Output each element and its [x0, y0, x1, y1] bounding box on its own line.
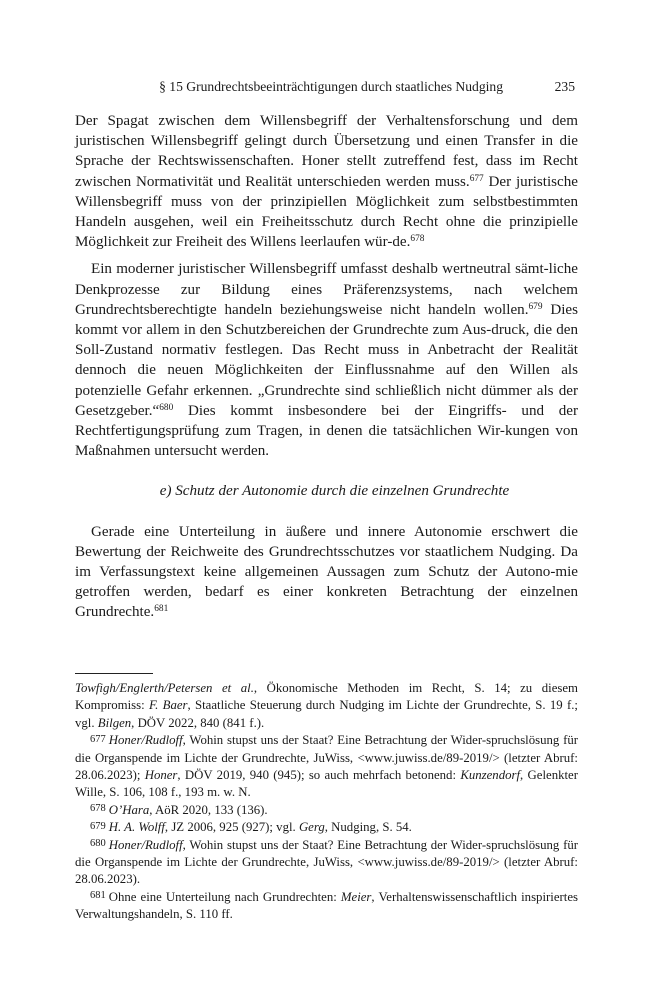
- paragraph-1: [75, 111, 578, 252]
- footnote-680: [75, 837, 578, 889]
- fn-author: F. Baer: [148, 698, 188, 713]
- fn-author: O’Hara: [108, 802, 150, 817]
- footnote-ref-679[interactable]: 679: [528, 301, 543, 312]
- fn-text: , Wohin stupst uns der Staat? Eine Betrachtung der Wider-spruchslösung für die Organspende im Lichte der Grundrechte, JuWiss, <www.juwiss.de/89-2019/> (letzter Abruf: 28.06.2023).: [75, 837, 578, 887]
- fn-author: Bilgen: [97, 715, 132, 730]
- book-page: [75, 0, 578, 985]
- footnote-number: 677: [90, 733, 106, 745]
- main-text: [75, 111, 578, 623]
- fn-text: , Ökonomische Methoden im Recht, S. 14; zu diesem Kompromiss:: [75, 681, 578, 713]
- footnote-ref-680[interactable]: 680: [159, 402, 174, 413]
- footnote-number: 680: [90, 838, 106, 850]
- footnote-ref-677[interactable]: 677: [469, 173, 484, 184]
- fn-text: , Nudging, S. 54.: [324, 820, 412, 835]
- fn-author: Towfigh/Englerth/Petersen et al.: [75, 681, 254, 695]
- footnote-separator: [75, 673, 153, 674]
- footnote-679: [75, 819, 578, 836]
- footnote-681: [75, 889, 578, 924]
- fn-author: Kunzendorf: [460, 768, 521, 783]
- paragraph-2-text-c: Dies kommt insbesondere bei der Eingriffs- und der Rechtfertigungsprüfung zum Tragen, in denen die tatsächlichen Wir-kungen von Maßnahmen untersucht werden.: [75, 402, 578, 460]
- fn-text: , Gelenkter Wille, S. 106, 108 f., 193 m. w. N.: [75, 768, 578, 800]
- fn-text: , JZ 2006, 925 (927); vgl.: [164, 820, 299, 835]
- fn-author: H. A. Wolff: [108, 820, 165, 835]
- footnote-ref-678[interactable]: 678: [410, 234, 425, 245]
- fn-author: Honer/Rudloff: [108, 837, 183, 852]
- footnotes: [75, 680, 578, 924]
- fn-author: Meier: [340, 889, 372, 904]
- fn-author: Gerg: [298, 820, 325, 835]
- footnote-number: 679: [90, 820, 106, 832]
- footnote-number: 678: [90, 803, 106, 815]
- footnote-number: 681: [90, 890, 106, 902]
- fn-text: , Wohin stupst uns der Staat? Eine Betrachtung der Wider-spruchslösung für die Organspende im Lichte der Grundrechte, JuWiss, <www.juwiss.de/89-2019/> (letzter Abruf: 28.06.2023);: [75, 733, 578, 783]
- fn-text: , Staatliche Steuerung durch Nudging im Lichte der Grundrechte, S. 19 f.; vgl.: [75, 698, 578, 730]
- paragraph-2: [75, 259, 578, 461]
- fn-text: , AöR 2020, 133 (136).: [149, 802, 268, 817]
- paragraph-1-text-b: Der juristische Willensbegriff muss von der prinzipiellen Möglichkeit zum selbstbestimmten Handeln ausgehen, weil ein Freiheitsschutz durch Recht ohne die prinzipielle Möglichkeit zur Freiheit des Willens leerlaufen wür-de.: [75, 173, 578, 251]
- fn-author: Honer/Rudloff: [108, 733, 183, 748]
- paragraph-2-text-a: Ein moderner juristischer Willensbegriff umfasst deshalb wertneutral sämt-liche Denkprozesse zur Bildung eines Präferenzsystems, nach welchem Grundrechtsberechtigte handeln beziehungsweise nicht handeln wollen.: [75, 261, 578, 318]
- fn-text: Ohne eine Unterteilung nach Grundrechten:: [108, 889, 341, 904]
- footnote-continued: [75, 680, 578, 732]
- running-head-title: § 15 Grundrechtsbeeinträchtigungen durch staatliches Nudging: [159, 79, 503, 94]
- footnote-677: [75, 732, 578, 802]
- paragraph-2-text-b: Dies kommt vor allem in den Schutzbereichen der Grundrechte zum Aus-druck, die den Soll-Zustand normativ festlegen. Das Recht muss in Anbetracht der Realität dennoch die neuen Möglichkeiten der Einflussnahme auf den Willen als potenzielle Gefahr erkennen. „Grundrechte sind schließlich nicht dümmer als der Gesetzgeber.“: [75, 301, 578, 419]
- fn-text: , DÖV 2019, 940 (945); so auch mehrfach betonend:: [177, 768, 461, 783]
- running-head: [75, 77, 578, 97]
- footnote-678: [75, 802, 578, 819]
- section-subheading: e) Schutz der Autonomie durch die einzelnen Grundrechte: [159, 483, 510, 500]
- fn-author: Honer: [144, 768, 178, 783]
- fn-text: , Verhaltenswissenschaftlich inspiriertes Verwaltungshandeln, S. 110 ff.: [75, 889, 578, 922]
- paragraph-3-text: Gerade eine Unterteilung in äußere und innere Autonomie erschwert die Bewertung der Reichweite des Grundrechtsschutzes vor staatlichem Nudging. Da im Verfassungstext keine allgemeinen Aussagen zum Schutz der Autono-mie getroffen werden, bedarf es einer konkreten Betrachtung der einzelnen Grundrechte.: [75, 523, 578, 621]
- paragraph-3: [75, 522, 578, 623]
- page-number: 235: [554, 79, 575, 94]
- footnote-ref-681[interactable]: 681: [154, 604, 169, 615]
- paragraph-1-text-a: Der Spagat zwischen dem Willensbegriff der Verhaltensforschung und dem juristischen Willensbegriff gelingt durch Übersetzung und einen Transfer in die Sprache der Rechtswissenschaften. Honer stellt zutreffend fest, dass im Recht zwischen Normativität und Realität unterschieden werden muss.: [75, 113, 578, 190]
- fn-text: , DÖV 2022, 840 (841 f.).: [131, 715, 265, 730]
